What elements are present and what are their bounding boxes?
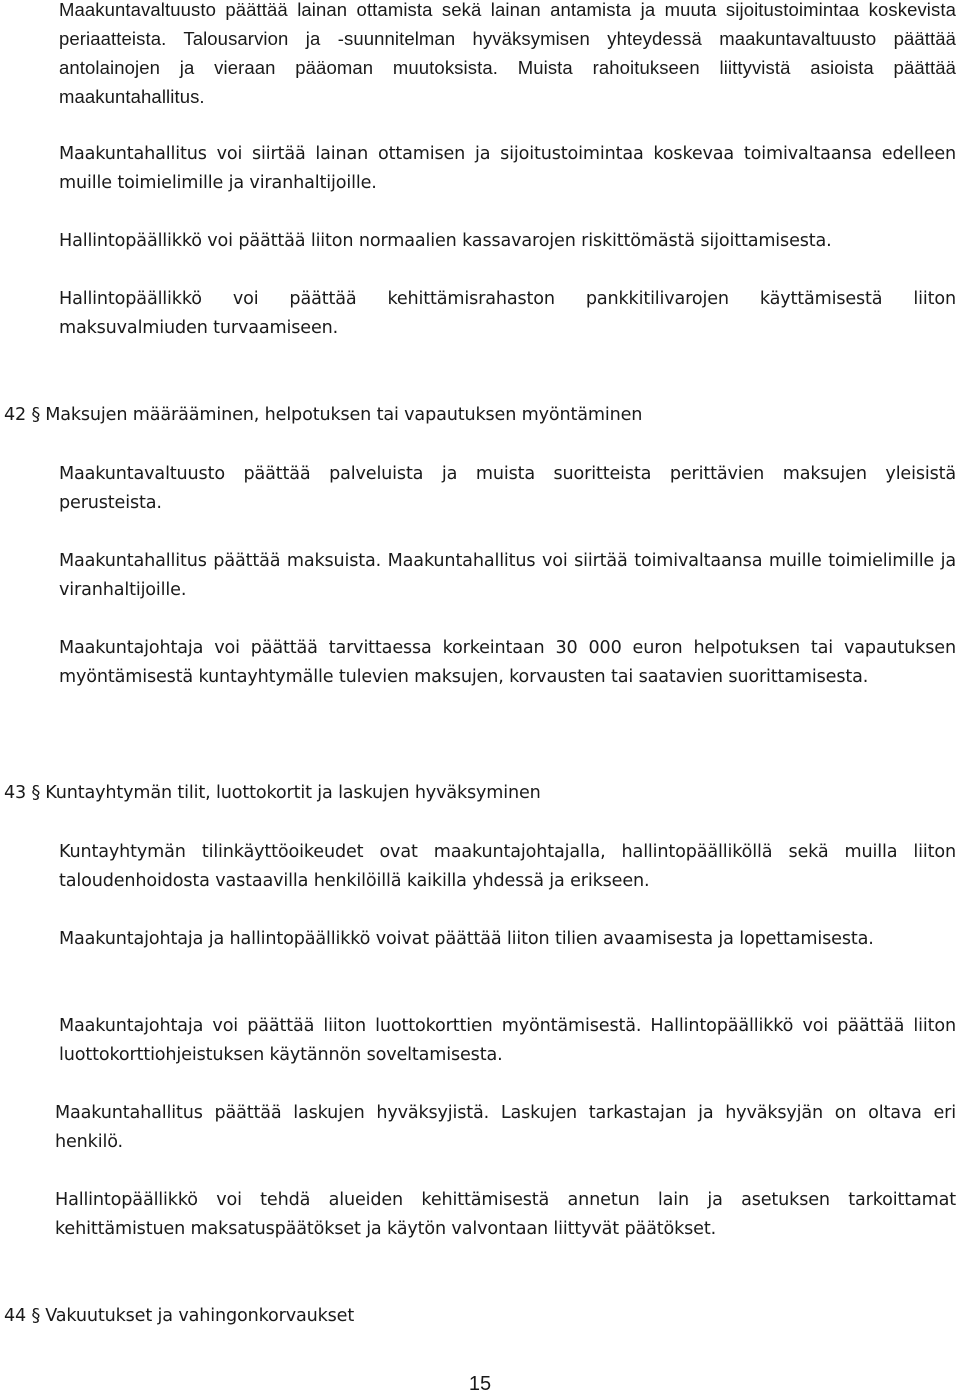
paragraph-account-opening: Maakuntajohtaja ja hallintopäällikkö voivat päättää liiton tilien avaamisesta ja lopettamisesta. [59,929,874,949]
section-number: 42 § [4,405,41,425]
paragraph-development-grants: Hallintopäällikkö voi tehdä alueiden kehittämisestä annetun lain ja asetuksen tarkoittamat kehittämistuen maksatuspäätökset ja käytön valvontaan liittyvät päätökset. [55,1190,956,1239]
section-heading-42 [4,401,647,430]
paragraph-delegation-lending: Maakuntahallitus voi siirtää lainan ottamisen ja sijoitustoimintaa koskevaa toimivaltaansa edelleen muille toimielimille ja viranhaltijoille. [59,144,956,193]
paragraph-fee-decisions: Maakuntahallitus päättää maksuista. Maakuntahallitus voi siirtää toimivaltaansa muille toimielimille ja viranhaltijoille. [59,551,956,600]
paragraph-invoice-approval: Maakuntahallitus päättää laskujen hyväksyjistä. Laskujen tarkastajan ja hyväksyjän on oltava eri henkilö. [55,1103,956,1152]
paragraph-fee-principles: Maakuntavaltuusto päättää palveluista ja muista suoritteista perittävien maksujen yleisistä perusteista. [59,464,956,513]
section-heading-44 [4,1302,359,1331]
paragraph-development-fund: Hallintopäällikkö voi päättää kehittämisrahaston pankkitilivarojen käyttämisestä liiton maksuvalmiuden turvaamiseen. [59,289,956,338]
paragraph-credit-cards: Maakuntajohtaja voi päättää liiton luottokorttien myöntämisestä. Hallintopäällikkö voi päättää liiton luottokorttiohjeistuksen käytännön soveltamisesta. [59,1016,956,1065]
section-heading-43 [4,779,546,808]
paragraph-fee-relief: Maakuntajohtaja voi päättää tarvittaessa korkeintaan 30 000 euron helpotuksen tai vapautuksen myöntämisestä kuntayhtymälle tulevien maksujen, korvausten tai saatavien suorittamisesta. [59,638,956,687]
section-title: Kuntayhtymän tilit, luottokortit ja laskujen hyväksyminen [45,783,541,803]
section-number: 43 § [4,783,41,803]
paragraph-financing-principles: Maakuntavaltuusto päättää lainan ottamista sekä lainan antamista ja muuta sijoitustoimintaa koskevista periaatteista. Talousarvion ja -suunnitelman hyväksymisen yhteydessä maakuntavaltuusto päättää antolainojen ja vieraan pääoman muutoksista. Muista rahoitukseen liittyvistä asioista päättää maakuntahallitus. [59,0,956,107]
section-title: Maksujen määrääminen, helpotuksen tai vapautuksen myöntäminen [45,405,643,425]
page-number: 15 [468,1373,492,1395]
section-title: Vakuutukset ja vahingonkorvaukset [45,1306,355,1326]
paragraph-cash-investment: Hallintopäällikkö voi päättää liiton normaalien kassavarojen riskittömästä sijoittamisesta. [59,231,832,251]
paragraph-account-rights: Kuntayhtymän tilinkäyttöoikeudet ovat maakuntajohtajalla, hallintopäälliköllä sekä muilla liiton taloudenhoidosta vastaavilla henkilöillä kaikilla yhdessä ja erikseen. [59,842,956,891]
section-number: 44 § [4,1306,41,1326]
